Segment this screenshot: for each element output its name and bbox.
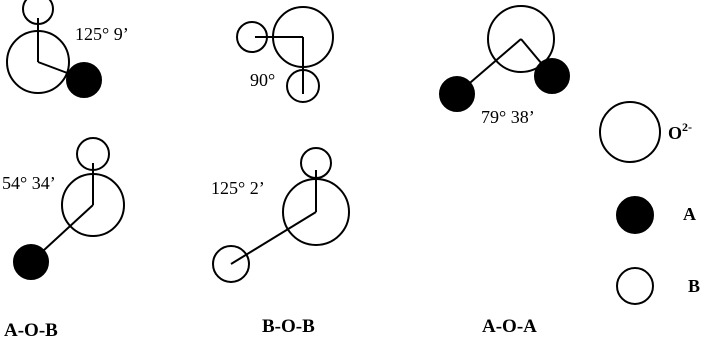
legend-o-base: O (668, 123, 683, 143)
legend (600, 102, 700, 304)
legend-b-symbol (617, 268, 653, 304)
angle-label-aob-bottom: 54° 34’ (2, 173, 56, 193)
group-label-aoa: A-O-A (482, 316, 537, 337)
angle-label-aob-top: 125° 9’ (75, 24, 129, 44)
angle-label-bob-top: 90° (250, 70, 276, 90)
legend-o-label (668, 120, 692, 143)
legend-o-charge: 2- (682, 120, 693, 134)
aob-configuration-bottom (14, 138, 124, 279)
bob-configuration-bottom (213, 148, 349, 282)
legend-a-label: A (683, 204, 696, 224)
angle-label-bob-bottom: 125° 2’ (211, 178, 265, 198)
legend-o-symbol (600, 102, 660, 162)
atom-a (67, 63, 101, 97)
group-label-aob: A-O-B (4, 320, 58, 341)
legend-b-label: B (688, 276, 701, 296)
legend-a-symbol (617, 197, 653, 233)
aob-configuration-top (7, 0, 101, 97)
angle-label-aoa: 79° 38’ (481, 107, 535, 127)
aoa-configuration (440, 6, 569, 111)
group-label-bob: B-O-B (262, 316, 315, 337)
